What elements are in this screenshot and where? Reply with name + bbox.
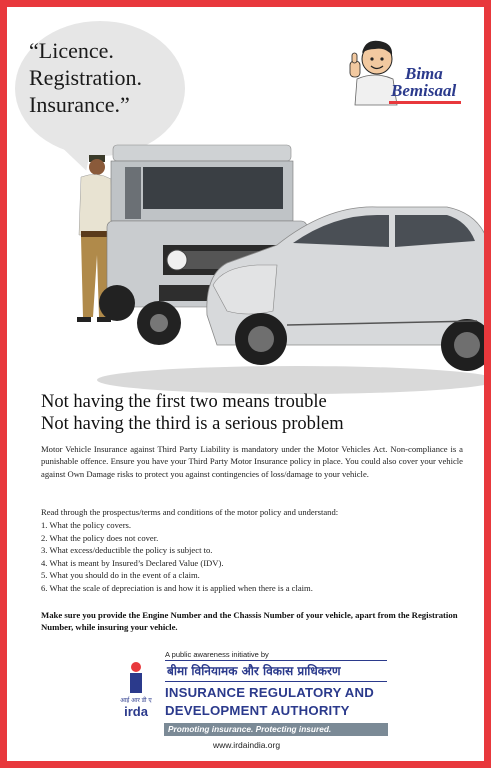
authority-name-line-1: INSURANCE REGULATORY AND xyxy=(165,685,374,700)
website-url: www.irdaindia.org xyxy=(213,740,281,750)
list-item: 4. What is meant by Insured’s Declared Value (IDV). xyxy=(41,557,224,568)
irda-emblem-icon xyxy=(117,659,155,719)
instruction-paragraph: Read through the prospectus/terms and conditions of the motor policy and understand: xyxy=(41,507,339,517)
logo-swoosh xyxy=(389,101,461,104)
intro-paragraph: Motor Vehicle Insurance against Third Party Liability is mandatory under the Motor Vehicles Act. Non-compliance is a punishable offence. Ensure you have your Third Party Motor Insurance policy in place. You could also cover your vehicle against Own Damage risks to protect you against contingencies of loss/damage to your vehicle. xyxy=(41,444,463,479)
quote-line-2: Registration. xyxy=(29,65,143,90)
checklist xyxy=(41,519,461,595)
quote-text xyxy=(29,37,142,118)
bima-bemisaal-logo-text xyxy=(391,65,456,99)
headline-line-2: Not having the third is a serious problem xyxy=(41,414,344,434)
tagline-banner: Promoting insurance. Protecting insured. xyxy=(164,723,388,736)
logo-line-2: Bemisaal xyxy=(391,81,457,100)
list-item: 6. What the scale of depreciation is and how it is applied when there is a claim. xyxy=(41,582,313,593)
irda-logo-text: irda xyxy=(124,704,148,719)
list-item: 3. What excess/deductible the policy is subject to. xyxy=(41,545,213,556)
car-accident-illustration xyxy=(47,135,484,405)
hindi-authority-name: बीमा विनियामक और विकास प्राधिकरण xyxy=(165,660,387,682)
irda-logo-hindi: आई आर डी ए xyxy=(120,697,152,704)
quote-line-3: Insurance.” xyxy=(29,92,130,117)
headline-line-1: Not having the first two means trouble xyxy=(41,392,327,412)
list-item: 2. What the policy does not cover. xyxy=(41,532,159,543)
important-note: Make sure you provide the Engine Number and the Chassis Number of your vehicle, apart from the Registration Number, while insuring your vehicle. xyxy=(41,610,458,633)
list-item: 5. What you should do in the event of a claim. xyxy=(41,570,200,581)
quote-line-1: “Licence. xyxy=(29,38,114,63)
list-item: 1. What the policy covers. xyxy=(41,520,132,530)
initiative-text: A public awareness initiative by xyxy=(165,650,269,659)
poster xyxy=(7,7,484,761)
headline xyxy=(41,391,471,435)
logo-line-1: Bima xyxy=(405,64,443,83)
authority-name-line-2: DEVELOPMENT AUTHORITY xyxy=(165,703,350,718)
